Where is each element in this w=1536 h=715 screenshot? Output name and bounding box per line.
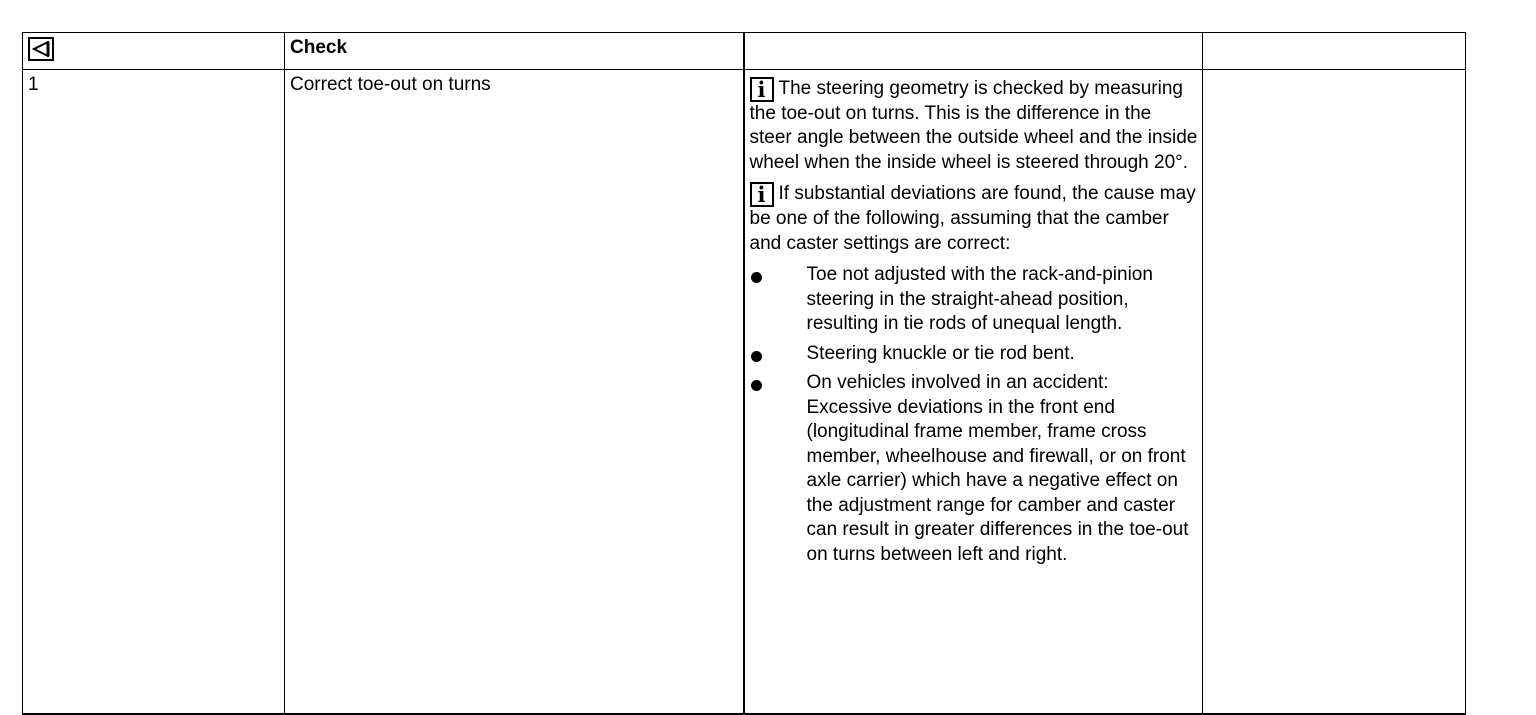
header-row bbox=[23, 33, 1466, 70]
info-icon: i bbox=[750, 182, 774, 207]
back-arrow-icon[interactable] bbox=[28, 37, 54, 61]
check-header-label: Check bbox=[290, 37, 348, 58]
bullet-dot-icon bbox=[751, 272, 762, 283]
note-cell bbox=[744, 69, 1203, 714]
cause-list bbox=[750, 263, 1199, 567]
step-number: 1 bbox=[28, 73, 39, 95]
note-paragraph-geometry bbox=[750, 77, 1199, 176]
note-text: The steering geometry is checked by measuring the toe-out on turns. This is the difference in the steer angle between the outside wheel and the inside wheel when the inside wheel is steered through 20°. bbox=[749, 77, 1198, 173]
list-item-text: Steering knuckle or tie rod bent. bbox=[806, 342, 1075, 364]
extra-cell bbox=[1203, 69, 1466, 714]
list-item-text: On vehicles involved in an accident: Excessive deviations in the front end (longitudinal frame member, frame cross member, wheelhouse and firewall, or on front axle carrier) which have a negative effect on the adjustment range for camber and caster can result in greater differences in the toe-out on turns between left and right. bbox=[806, 372, 1189, 565]
bullet-dot-icon bbox=[751, 351, 762, 362]
info-icon: i bbox=[750, 77, 774, 102]
header-check-cell bbox=[285, 33, 744, 70]
note-text: If substantial deviations are found, the cause may be one of the following, assuming that the camber and caster settings are correct: bbox=[749, 183, 1196, 254]
list-item-text: Toe not adjusted with the rack-and-pinion steering in the straight-ahead position, resulting in tie rods of unequal length. bbox=[806, 264, 1153, 334]
table-row bbox=[23, 69, 1466, 714]
header-note-cell bbox=[744, 33, 1203, 70]
list-item bbox=[750, 263, 1199, 337]
header-extra-cell bbox=[1203, 33, 1466, 70]
list-item bbox=[750, 371, 1199, 567]
list-item bbox=[750, 342, 1199, 367]
bullet-dot-icon bbox=[751, 380, 762, 391]
procedure-table bbox=[22, 32, 1466, 715]
note-paragraph-deviations bbox=[750, 182, 1199, 256]
check-text: Correct toe-out on turns bbox=[290, 73, 491, 95]
header-step-cell bbox=[23, 33, 285, 70]
step-number-cell bbox=[23, 69, 285, 714]
check-cell bbox=[285, 69, 744, 714]
